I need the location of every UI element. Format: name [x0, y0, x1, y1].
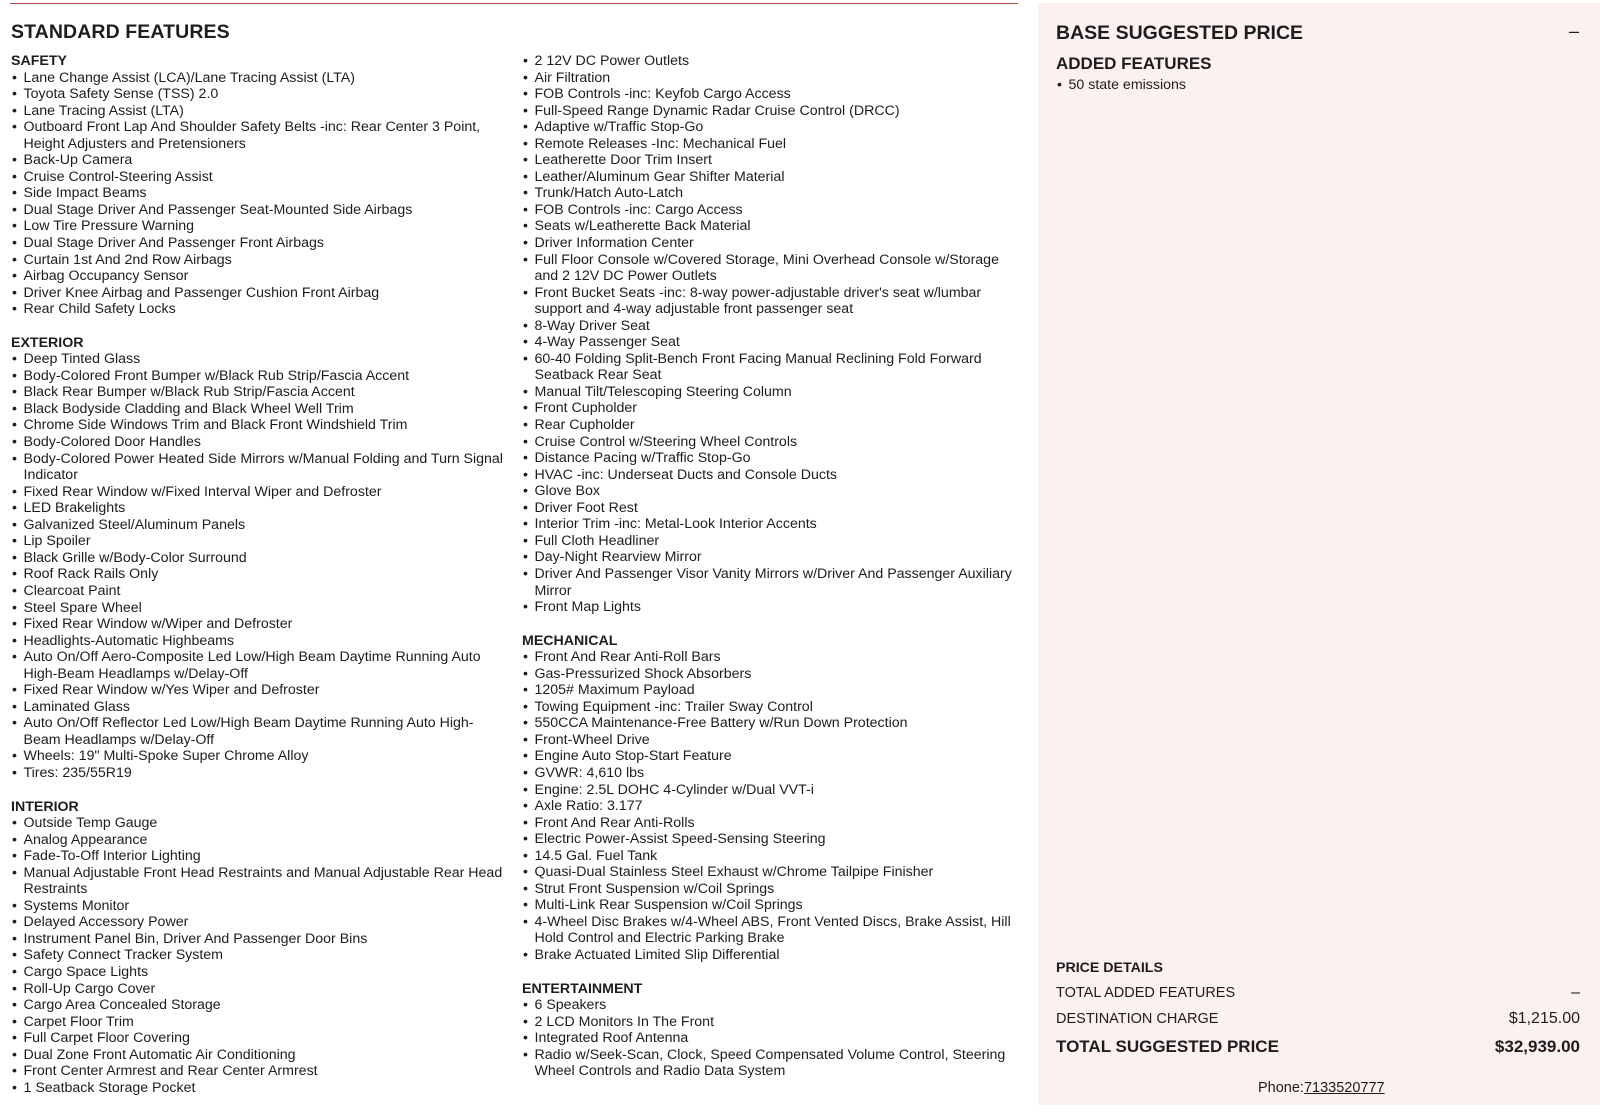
price-details-heading: PRICE DETAILS [1056, 960, 1163, 976]
feature-item: • Front And Rear Anti-Roll Bars [522, 649, 1022, 666]
feature-item: • Back-Up Camera [11, 152, 506, 169]
feature-item: • Day-Night Rearview Mirror [522, 549, 1022, 566]
feature-item: • Front Map Lights [522, 599, 1022, 616]
feature-item: • Outboard Front Lap And Shoulder Safety Belts -inc: Rear Center 3 Point, Height Adjusters and Pretensioners [11, 119, 506, 152]
feature-item: • Dual Zone Front Automatic Air Conditioning [11, 1047, 506, 1064]
section-interior [11, 799, 506, 1097]
feature-item: • Deep Tinted Glass [11, 351, 506, 368]
feature-item: • Driver Foot Rest [522, 500, 1022, 517]
phone-link[interactable]: 7133520777 [1303, 1080, 1385, 1096]
destination-charge-label: DESTINATION CHARGE [1056, 1011, 1219, 1027]
feature-item: • Fixed Rear Window w/Yes Wiper and Defroster [11, 682, 506, 699]
total-added-features-row [1056, 984, 1580, 1002]
feature-item: • Tires: 235/55R19 [11, 765, 506, 782]
feature-item: • Cruise Control-Steering Assist [11, 169, 506, 186]
feature-item: • Full Floor Console w/Covered Storage, Mini Overhead Console w/Storage and 2 12V DC Power Outlets [522, 252, 1022, 285]
feature-item: • Lane Change Assist (LCA)/Lane Tracing Assist (LTA) [11, 70, 506, 87]
feature-item: • Laminated Glass [11, 699, 506, 716]
feature-item: • Outside Temp Gauge [11, 815, 506, 832]
phone-label: Phone: [1258, 1080, 1304, 1096]
feature-item: • Systems Monitor [11, 898, 506, 915]
feature-item: • Integrated Roof Antenna [522, 1030, 1022, 1047]
feature-item: • Cargo Area Concealed Storage [11, 997, 506, 1014]
feature-item: • Radio w/Seek-Scan, Clock, Speed Compensated Volume Control, Steering Wheel Controls and Radio Data System [522, 1047, 1022, 1080]
feature-item: • Interior Trim -inc: Metal-Look Interior Accents [522, 516, 1022, 533]
feature-item: • Wheels: 19" Multi-Spoke Super Chrome Alloy [11, 748, 506, 765]
feature-item: • Fade-To-Off Interior Lighting [11, 848, 506, 865]
feature-item: • Body-Colored Door Handles [11, 434, 506, 451]
feature-item: • Strut Front Suspension w/Coil Springs [522, 881, 1022, 898]
feature-item: • Curtain 1st And 2nd Row Airbags [11, 252, 506, 269]
feature-item: • Auto On/Off Reflector Led Low/High Beam Daytime Running Auto High-Beam Headlamps w/Delay-Off [11, 715, 506, 748]
section-heading-safety: SAFETY [11, 53, 67, 69]
feature-item: • Front Cupholder [522, 400, 1022, 417]
total-added-features-value: – [1571, 984, 1580, 1001]
added-features-list [1056, 77, 1186, 94]
feature-item: • Dual Stage Driver And Passenger Front Airbags [11, 235, 506, 252]
feature-item: • Full Carpet Floor Covering [11, 1030, 506, 1047]
section-heading-exterior: EXTERIOR [11, 334, 84, 351]
safety-list [11, 70, 506, 318]
interior-list-col1 [11, 815, 506, 1096]
section-exterior [11, 335, 506, 782]
feature-item: • Black Bodyside Cladding and Black Wheel Well Trim [11, 401, 506, 418]
section-heading-interior: INTERIOR [11, 798, 79, 815]
mechanical-list [522, 649, 1022, 963]
feature-item: • 50 state emissions [1056, 77, 1186, 94]
feature-item: • Cargo Space Lights [11, 964, 506, 981]
feature-item: • Roof Rack Rails Only [11, 566, 506, 583]
feature-item: • 4-Way Passenger Seat [522, 334, 1022, 351]
feature-item: • Delayed Accessory Power [11, 914, 506, 931]
feature-item: • Safety Connect Tracker System [11, 947, 506, 964]
feature-item: • Manual Adjustable Front Head Restraints and Manual Adjustable Rear Head Restraints [11, 865, 506, 898]
feature-item: • Full-Speed Range Dynamic Radar Cruise Control (DRCC) [522, 103, 1022, 120]
feature-item: • Seats w/Leatherette Back Material [522, 218, 1022, 235]
standard-features-title: STANDARD FEATURES [11, 21, 230, 43]
interior-list-col2 [522, 53, 1022, 616]
section-mechanical [522, 633, 1022, 964]
feature-item: • 2 12V DC Power Outlets [522, 53, 1022, 70]
feature-item: • Air Filtration [522, 70, 1022, 87]
feature-item: • Low Tire Pressure Warning [11, 218, 506, 235]
features-column-1 [11, 53, 506, 1113]
feature-item: • Driver And Passenger Visor Vanity Mirrors w/Driver And Passenger Auxiliary Mirror [522, 566, 1022, 599]
total-suggested-price-row [1056, 1037, 1580, 1057]
base-price-title: BASE SUGGESTED PRICE [1056, 22, 1304, 44]
features-column-2 [522, 53, 1022, 1097]
feature-item: • Quasi-Dual Stainless Steel Exhaust w/Chrome Tailpipe Finisher [522, 864, 1022, 881]
feature-item: • Electric Power-Assist Speed-Sensing Steering [522, 831, 1022, 848]
phone-line [1258, 1080, 1385, 1096]
feature-item: • FOB Controls -inc: Keyfob Cargo Access [522, 86, 1022, 103]
feature-item: • Gas-Pressurized Shock Absorbers [522, 666, 1022, 683]
feature-item: • Fixed Rear Window w/Fixed Interval Wiper and Defroster [11, 484, 506, 501]
feature-item: • LED Brakelights [11, 500, 506, 517]
destination-charge-value: $1,215.00 [1508, 1010, 1580, 1027]
total-added-features-label: TOTAL ADDED FEATURES [1056, 985, 1236, 1001]
feature-item: • Trunk/Hatch Auto-Latch [522, 185, 1022, 202]
feature-item: • Clearcoat Paint [11, 583, 506, 600]
feature-item: • Chrome Side Windows Trim and Black Front Windshield Trim [11, 417, 506, 434]
feature-item: • Lip Spoiler [11, 533, 506, 550]
exterior-list [11, 351, 506, 781]
feature-item: • 6 Speakers [522, 997, 1022, 1014]
feature-item: • Instrument Panel Bin, Driver And Passenger Door Bins [11, 931, 506, 948]
feature-item: • Steel Spare Wheel [11, 600, 506, 617]
feature-item: • Black Rear Bumper w/Black Rub Strip/Fascia Accent [11, 384, 506, 401]
feature-item: • Body-Colored Front Bumper w/Black Rub Strip/Fascia Accent [11, 368, 506, 385]
feature-item: • Dual Stage Driver And Passenger Seat-Mounted Side Airbags [11, 202, 506, 219]
feature-item: • Toyota Safety Sense (TSS) 2.0 [11, 86, 506, 103]
feature-item: • Auto On/Off Aero-Composite Led Low/High Beam Daytime Running Auto High-Beam Headlamps w/Delay-Off [11, 649, 506, 682]
feature-item: • Front And Rear Anti-Rolls [522, 815, 1022, 832]
feature-item: • Axle Ratio: 3.177 [522, 798, 1022, 815]
section-entertainment [522, 981, 1022, 1080]
entertainment-list [522, 997, 1022, 1080]
feature-item: • 4-Wheel Disc Brakes w/4-Wheel ABS, Front Vented Discs, Brake Assist, Hill Hold Control and Electric Parking Brake [522, 914, 1022, 947]
price-panel [1038, 3, 1600, 1105]
feature-item: • Cruise Control w/Steering Wheel Controls [522, 434, 1022, 451]
top-divider [10, 3, 1018, 4]
feature-item: • Front Bucket Seats -inc: 8-way power-adjustable driver's seat w/lumbar support and 4-way adjustable front passenger seat [522, 285, 1022, 318]
feature-item: • Glove Box [522, 483, 1022, 500]
feature-item: • Analog Appearance [11, 832, 506, 849]
feature-item: • Front-Wheel Drive [522, 732, 1022, 749]
feature-item: • Roll-Up Cargo Cover [11, 981, 506, 998]
feature-item: • 1 Seatback Storage Pocket [11, 1080, 506, 1097]
feature-item: • Distance Pacing w/Traffic Stop-Go [522, 450, 1022, 467]
feature-item: • Body-Colored Power Heated Side Mirrors w/Manual Folding and Turn Signal Indicator [11, 451, 506, 484]
feature-item: • Airbag Occupancy Sensor [11, 268, 506, 285]
feature-item: • Manual Tilt/Telescoping Steering Column [522, 384, 1022, 401]
total-suggested-price-value: $32,939.00 [1494, 1037, 1580, 1056]
feature-item: • Leatherette Door Trim Insert [522, 152, 1022, 169]
feature-item: • HVAC -inc: Underseat Ducts and Console Ducts [522, 467, 1022, 484]
feature-item: • Engine Auto Stop-Start Feature [522, 748, 1022, 765]
feature-item: • 14.5 Gal. Fuel Tank [522, 848, 1022, 865]
feature-item: • 550CCA Maintenance-Free Battery w/Run Down Protection [522, 715, 1022, 732]
feature-item: • Front Center Armrest and Rear Center Armrest [11, 1063, 506, 1080]
section-interior-continued [522, 53, 1022, 616]
feature-item: • Engine: 2.5L DOHC 4-Cylinder w/Dual VVT-i [522, 782, 1022, 799]
feature-item: • Side Impact Beams [11, 185, 506, 202]
feature-item: • Adaptive w/Traffic Stop-Go [522, 119, 1022, 136]
feature-item: • 2 LCD Monitors In The Front [522, 1014, 1022, 1031]
feature-item: • Remote Releases -Inc: Mechanical Fuel [522, 136, 1022, 153]
feature-item: • Leather/Aluminum Gear Shifter Material [522, 169, 1022, 186]
feature-item: • 1205# Maximum Payload [522, 682, 1022, 699]
section-heading-mechanical: MECHANICAL [522, 632, 618, 649]
section-heading-entertainment: ENTERTAINMENT [522, 980, 643, 997]
collapse-minus-icon[interactable]: – [1568, 21, 1579, 41]
feature-item: • 8-Way Driver Seat [522, 318, 1022, 335]
feature-item: • Carpet Floor Trim [11, 1014, 506, 1031]
total-suggested-price-label: TOTAL SUGGESTED PRICE [1056, 1037, 1279, 1056]
feature-item: • Fixed Rear Window w/Wiper and Defroster [11, 616, 506, 633]
feature-item: • GVWR: 4,610 lbs [522, 765, 1022, 782]
added-features-heading: ADDED FEATURES [1056, 54, 1212, 73]
feature-item: • Rear Child Safety Locks [11, 301, 506, 318]
feature-item: • Brake Actuated Limited Slip Differential [522, 947, 1022, 964]
feature-item: • Lane Tracing Assist (LTA) [11, 103, 506, 120]
feature-item: • Galvanized Steel/Aluminum Panels [11, 517, 506, 534]
destination-charge-row [1056, 1010, 1580, 1028]
feature-item: • Rear Cupholder [522, 417, 1022, 434]
feature-item: • Full Cloth Headliner [522, 533, 1022, 550]
feature-item: • Black Grille w/Body-Color Surround [11, 550, 506, 567]
feature-item: • Headlights-Automatic Highbeams [11, 633, 506, 650]
feature-item: • Driver Knee Airbag and Passenger Cushion Front Airbag [11, 285, 506, 302]
feature-item: • FOB Controls -inc: Cargo Access [522, 202, 1022, 219]
feature-item: • Towing Equipment -inc: Trailer Sway Control [522, 699, 1022, 716]
feature-item: • Driver Information Center [522, 235, 1022, 252]
feature-item: • 60-40 Folding Split-Bench Front Facing Manual Reclining Fold Forward Seatback Rear Seat [522, 351, 1022, 384]
feature-item: • Multi-Link Rear Suspension w/Coil Springs [522, 897, 1022, 914]
section-safety [11, 53, 506, 318]
